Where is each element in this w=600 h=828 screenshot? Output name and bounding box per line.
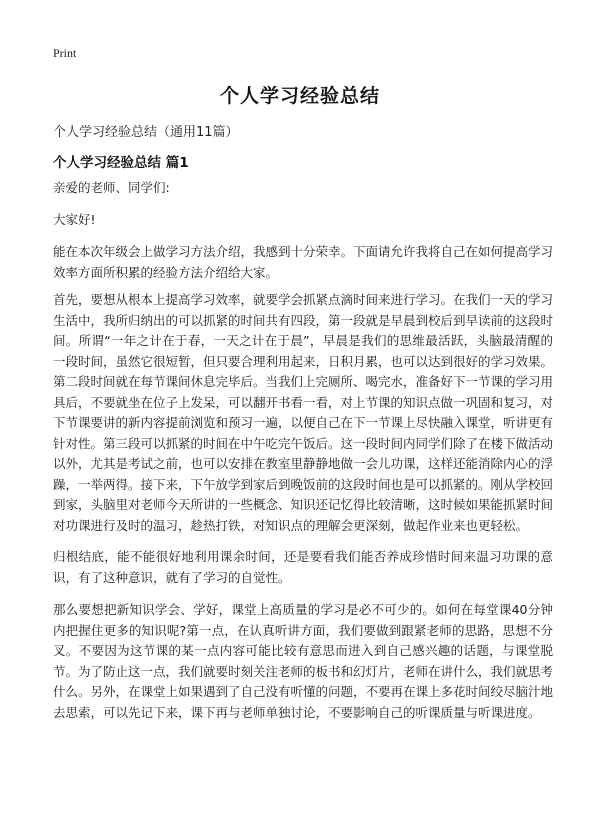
print-label[interactable]: Print bbox=[53, 46, 77, 60]
paragraph-classroom: 那么要想把新知识学会、学好，课堂上高质量的学习是必不可少的。如何在每堂课40分钟内把握住更多的知识呢?第一点，在认真听讲方面，我们要做到跟紧老师的思路，思想不分叉。不要因为这节课的某一点内容可能比较有意思而进入到自己感兴趣的话题，与课堂脱节。为了防止这一点，我们就要时刻关注老师的板书和幻灯片，老师在讲什么，我们就思考什么。另外，在课堂上如果遇到了自己没有听懂的问题，不要再在课上多花时间绞尽脑汁地去思索，可以先记下来，课下再与老师单独讨论，不要影响自己的听课质量与听课进度。 bbox=[53, 602, 554, 720]
paragraph-time-management: 首先，要想从根本上提高学习效率，就要学会抓紧点滴时间来进行学习。在我们一天的学习生活中，我所归纳出的可以抓紧的时间共有四段，第一段就是早晨到校后到早读前的这段时间。所谓“一年之计在于春，一天之计在于晨”，早晨是我们的思维最活跃，头脑最清醒的一段时间，虽然它很短暂，但只要合理利用起来，日积月累，也可以达到很好的学习效果。第二段时间就在每节课间休息完毕后。当我们上完厕所、喝完水，准备好下一节课的学习用具后，不要就坐在位子上发呆，可以翻开书看一看，对上节课的知识点做一巩固和复习，对下节课要讲的新内容提前浏览和预习一遍，以便自己在下一节课上尽快融入课堂，听讲更有针对性。第三段可以抓紧的时间在中午吃完午饭后。这一段时间内同学们除了在楼下做活动以外，尤其是考试之前，也可以安排在教室里静静地做一会儿功课，这样还能消除内心的浮躁，一举两得。接下来，下午放学到家后到晚饭前的这段时间也是可以抓紧的。刚从学校回到家，头脑里对老师今天所讲的一些概念、知识还记忆得比较清晰，这时候如果能抓紧时间对功课进行及时的温习，趁热打铁，对知识点的理解会更深刻，做起作业来也更轻松。 bbox=[53, 292, 554, 533]
paragraph-conclusion: 归根结底，能不能很好地利用课余时间，还是要看我们能否养成珍惜时间来温习功课的意识，有了这种意识，就有了学习的自觉性。 bbox=[53, 549, 553, 585]
document-subtitle: 个人学习经验总结（通用11篇） bbox=[53, 125, 239, 140]
paragraph-intro: 能在本次年级会上做学习方法介绍，我感到十分荣幸。下面请允许我将自己在如何提高学习效率方面所积累的经验方法介绍给大家。 bbox=[53, 244, 554, 280]
section-title: 个人学习经验总结 篇1 bbox=[53, 155, 189, 171]
document-title: 个人学习经验总结 bbox=[219, 85, 380, 107]
hello-line: 大家好! bbox=[53, 212, 96, 227]
greeting-line: 亲爱的老师、同学们: bbox=[53, 180, 170, 195]
